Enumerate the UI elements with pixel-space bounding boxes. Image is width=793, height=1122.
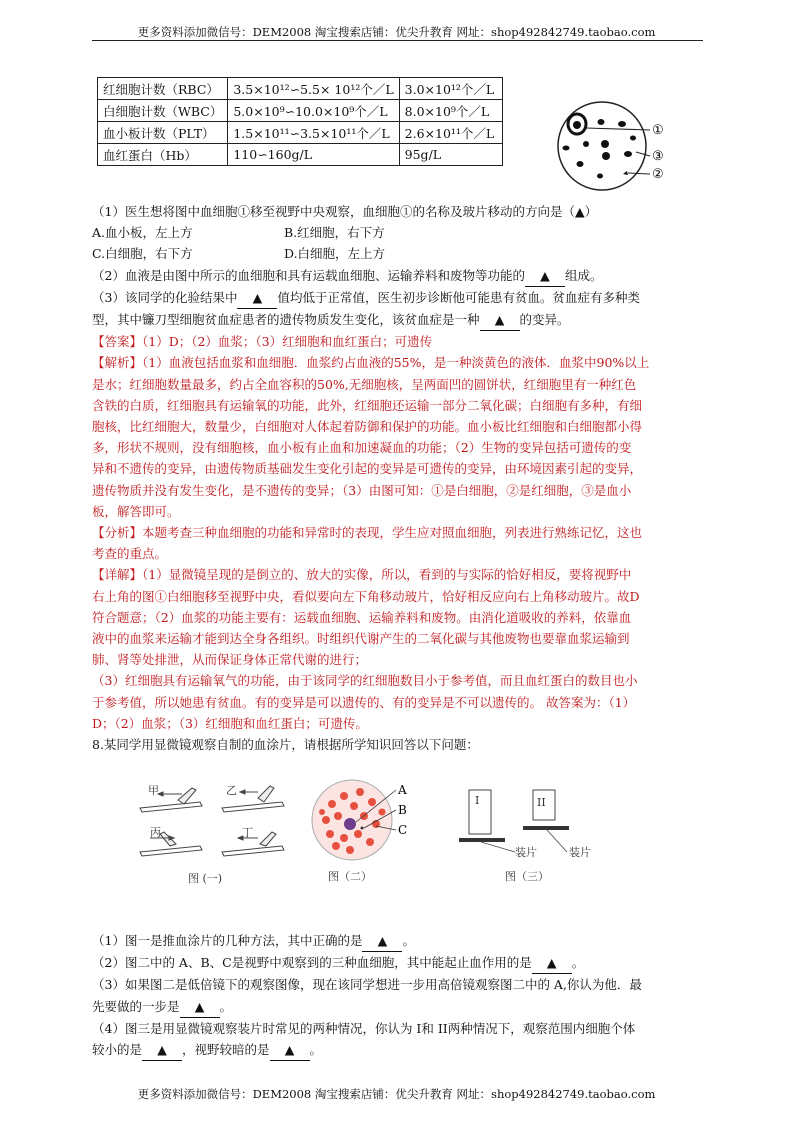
answer-blank: ▲ xyxy=(142,1039,182,1061)
table-cell: 血红蛋白（Hb） xyxy=(98,144,228,166)
analysis-line: 多，形状不规则，没有细胞核，血小板有止血和加速凝血的功能；（2）生物的变异包括可遗传的变 xyxy=(92,440,632,456)
question-8-intro: 8.某同学用显微镜观察自制的血涂片，请根据所学知识回答以下问题： xyxy=(92,737,479,753)
figure-label: B xyxy=(398,803,407,817)
question-text: 。 xyxy=(309,1042,323,1058)
analysis-line: 异和不遗传的变异，由遗传物质基础发生变化引起的变异是可遗传的变异，由环境因素引起的变异， xyxy=(92,461,643,477)
detail-line: 于参考值，所以她患有贫血。有的变异是可以遗传的、有的变异是不可以遗传的。 故答案为：（1） xyxy=(92,694,636,710)
detail-line: 符合题意；（2）血浆的功能主要有：运载血细胞、运输养料和废物。由消化道吸收的养料，依靠血 xyxy=(92,609,632,625)
question-text: 值均低于正常值，医生初步诊断他可能患有贫血。贫血症有多种类 xyxy=(277,289,640,305)
figure-label: 装片 xyxy=(569,846,591,859)
analysis-line: 含铁的白质，红细胞具有运输氧的功能，此外，红细胞还运输一部分二氧化碳；白细胞有多种，有细 xyxy=(92,397,643,413)
answer-blank: ▲ xyxy=(525,265,565,287)
question-line xyxy=(92,996,707,1018)
figure-1-smear-methods xyxy=(130,780,300,890)
question-line xyxy=(92,1039,707,1061)
answer-blank: ▲ xyxy=(180,996,220,1018)
answer-blank: ▲ xyxy=(270,1039,310,1061)
figure-caption: 图 (一) xyxy=(188,872,223,885)
analysis-line: 遗传物质并没有发生变化，是不遗传的变异；（3）由图可知：①是白细胞，②是红细胞，③是血小 xyxy=(92,482,632,498)
detail-line: 肺、肾等处排泄，从而保证身体正常代谢的进行； xyxy=(92,652,368,668)
question-text: 。 xyxy=(571,955,585,971)
question-text: 。 xyxy=(402,933,415,948)
blood-test-table xyxy=(97,77,503,166)
page-header: 更多资料添加微信号：DEM2008 淘宝搜索店铺：优尖升教育 网址：shop492842749.taobao.com xyxy=(137,25,656,39)
question-7-block xyxy=(92,201,707,755)
question-text: （2）血液是由图中所示的血细胞和具有运载血细胞、运输养料和废物等功能的 xyxy=(92,267,525,283)
figure-2-blood-smear xyxy=(310,776,420,888)
analysis-line: 是水；红细胞数量最多，约占全血容积的50%,无细胞核，呈两面凹的圆饼状，红细胞里有一种红色 xyxy=(92,376,637,392)
figure-label: II xyxy=(537,796,546,809)
fenxi-line: 【分析】本题考查三种血细胞的功能和异常时的表现，学生应对照血细胞，列表进行熟练记忆，这也 xyxy=(92,525,643,541)
option-b: B.红细胞，右下方 xyxy=(284,225,385,241)
figure-caption: 图（二） xyxy=(328,870,372,883)
fenxi-line: 考查的重点。 xyxy=(92,546,168,562)
question-line xyxy=(92,265,707,287)
question-line xyxy=(92,952,707,974)
answer-blank: ▲ xyxy=(532,952,572,974)
question-text: （1）图一是推血涂片的几种方法，其中正确的是 xyxy=(92,933,363,948)
question-line xyxy=(92,930,707,952)
analysis-line: 胞核，比红细胞大，数量少，白细胞对人体起着防御和保护的功能。血小板比红细胞和白细胞都小得 xyxy=(92,419,643,435)
question-text: 较小的是 xyxy=(92,1042,143,1058)
page-footer: 更多资料添加微信号：DEM2008 淘宝搜索店铺：优尖升教育 网址：shop492842749.taobao.com xyxy=(137,1087,656,1101)
options-row xyxy=(92,243,707,264)
analysis-line: 【解析】（1）血液包括血浆和血细胞．血浆约占血液的55%，是一种淡黄色的液体．血浆中90%以上 xyxy=(92,355,650,371)
header-rule xyxy=(92,40,703,41)
detail-line: 液中的血浆来运输才能到达全身各组织。时组织代谢产生的二氧化碳与其他废物也要靠血浆运输到 xyxy=(92,631,630,647)
question-line xyxy=(92,309,707,331)
table-cell: 110∽160g/L xyxy=(228,144,399,166)
table-cell: 白细胞计数（WBC） xyxy=(98,100,228,122)
question-text: 先要做的一步是 xyxy=(92,998,180,1014)
detail-line: （3）红细胞具有运输氧气的功能，由于该同学的红细胞数目小于参考值，而且血红蛋白的数目也小 xyxy=(92,673,638,689)
figure-label: 丙 xyxy=(150,826,161,839)
answer-blank: ▲ xyxy=(480,309,520,331)
question-text: ，视野较暗的是 xyxy=(182,1042,270,1058)
table-row xyxy=(98,100,503,122)
question-text: 型，其中镰刀型细胞贫血症患者的遗传物质发生变化，该贫血症是一种 xyxy=(92,312,480,328)
question-text: 组成。 xyxy=(564,267,603,283)
figure-label: 丁 xyxy=(242,826,253,839)
answer-line: 【答案】（1）D；（2）血浆；（3）红细胞和血红蛋白；可遗传 xyxy=(92,334,433,350)
figure-label: ② xyxy=(652,167,664,182)
question-line: （4）图三是用显微镜观察装片时常见的两种情况，你认为 I和 II两种情况下，观察范围内细胞个体 xyxy=(92,1020,636,1036)
question-text: （3）该同学的化验结果中 xyxy=(92,289,238,305)
figure-label: 甲 xyxy=(148,784,159,797)
figure-3-objective-distance xyxy=(455,784,625,884)
question-text: （2）图二中的 A、B、C是视野中观察到的三种血细胞，其中能起止血作用的是 xyxy=(92,955,532,971)
table-cell: 红细胞计数（RBC） xyxy=(98,78,228,100)
figure-label: A xyxy=(398,783,407,797)
answer-blank: ▲ xyxy=(362,930,402,952)
table-cell: 3.0×10¹²个／L xyxy=(399,78,502,100)
table-cell: 5.0×10⁹∽10.0×10⁹个／L xyxy=(228,100,399,122)
table-row xyxy=(98,144,503,166)
analysis-line: 板，解答即可。 xyxy=(92,503,180,519)
question-text: 的变异。 xyxy=(519,312,570,328)
option-c: C.白细胞，右下方 xyxy=(92,246,193,262)
question-line: （1）医生想将图中血细胞①移至视野中央观察，血细胞①的名称及玻片移动的方向是（▲） xyxy=(92,204,598,219)
table-cell: 2.6×10¹¹个／L xyxy=(399,122,502,144)
figure-label: C xyxy=(398,823,408,837)
question-text: 。 xyxy=(219,998,233,1014)
question-line xyxy=(92,287,707,309)
detail-line: 右上角的图①白细胞移至视野中央，看似要向左下角移动玻片，恰好相反应向右上角移动玻片。故D xyxy=(92,588,640,604)
table-row xyxy=(98,122,503,144)
option-d: D.白细胞，左上方 xyxy=(284,246,386,262)
options-row xyxy=(92,222,707,243)
figure-label: 乙 xyxy=(226,784,237,797)
figure-label: I xyxy=(475,794,480,807)
table-row xyxy=(98,78,503,100)
answer-section xyxy=(92,331,707,734)
table-cell: 95g/L xyxy=(399,144,502,166)
option-a: A.血小板，左上方 xyxy=(92,225,193,241)
table-cell: 8.0×10⁹个／L xyxy=(399,100,502,122)
table-cell: 3.5×10¹²∽5.5× 10¹²个／L xyxy=(228,78,399,100)
detail-line: 【详解】（1）显微镜呈现的是倒立的、放大的实像，所以，看到的与实际的恰好相反，要将视野中 xyxy=(92,567,632,583)
detail-line: D；（2）血浆；（3）红细胞和血红蛋白；可遗传。 xyxy=(92,715,368,731)
table-cell: 血小板计数（PLT） xyxy=(98,122,228,144)
figure-label: ③ xyxy=(652,149,664,164)
microscope-field-figure xyxy=(550,96,680,196)
table-cell: 1.5×10¹¹∽3.5×10¹¹个／L xyxy=(228,122,399,144)
question-8-block xyxy=(92,930,707,1061)
figure-label: 装片 xyxy=(515,846,537,859)
answer-blank: ▲ xyxy=(237,287,277,309)
figure-label: ① xyxy=(652,123,664,138)
question-line: （3）如果图二是低倍镜下的观察图像，现在该同学想进一步用高倍镜观察图二中的 A,你认为他．最 xyxy=(92,977,642,993)
figure-caption: 图（三） xyxy=(505,870,549,883)
